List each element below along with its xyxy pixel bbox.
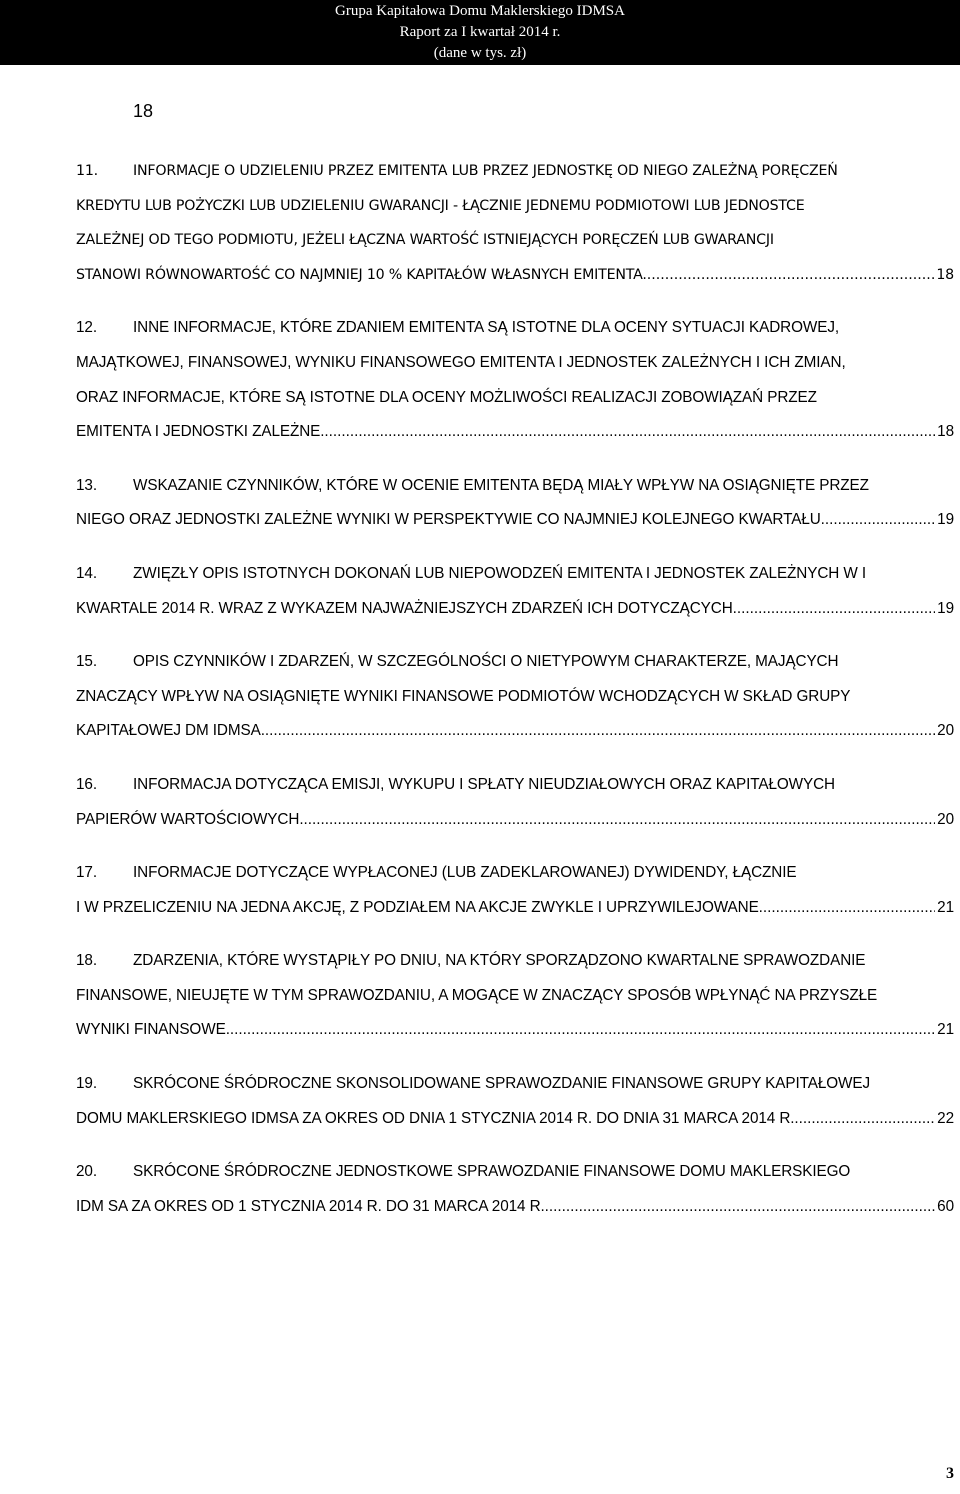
toc-entry-page-number[interactable]: 19 [937,599,954,617]
toc-entry[interactable] [76,856,954,925]
toc-entry-last-line [76,415,954,450]
toc-entry-text-line [76,381,954,416]
toc-entry-title-part: ZWIĘZŁY OPIS ISTOTNYCH DOKONAŃ LUB NIEPOWODZEŃ EMITENTA I JEDNOSTEK ZALEŻNYCH W I [133,564,867,582]
toc-entry-last-line [76,1190,954,1225]
table-of-contents [76,154,954,1243]
toc-entry-last-line [76,803,954,838]
toc-dot-leader [226,1013,935,1048]
toc-entry-text-line [76,979,954,1014]
header-company-name: Grupa Kapitałowa Domu Maklerskiego IDMSA [335,3,625,19]
toc-entry-title-part: DOMU MAKLERSKIEGO IDMSA ZA OKRES OD DNIA 1 STYCZNIA 2014 R. DO DNIA 31 MARCA 2014 R. [76,1109,795,1127]
toc-entry[interactable] [76,557,954,626]
toc-entry-page-number[interactable]: 22 [937,1109,954,1127]
toc-entry-page-number[interactable]: 19 [937,511,954,529]
toc-entry-page-number[interactable]: 18 [936,266,954,283]
toc-dot-leader [299,803,935,838]
header-units-note: (dane w tys. zł) [433,45,527,61]
toc-entry-last-line [76,592,954,627]
toc-entry-last-line [76,891,954,926]
toc-entry-text-line [76,680,954,715]
toc-entry-title-part: INNE INFORMACJE, KTÓRE ZDANIEM EMITENTA SĄ ISTOTNE DLA OCENY SYTUACJI KADROWEJ, [133,319,840,337]
toc-entry-text-line [76,768,954,803]
page-number: 3 [946,1465,954,1482]
toc-entry-number: 14. [76,564,97,582]
toc-dot-leader [763,891,935,926]
toc-entry-title-part: EMITENTA I JEDNOSTKI ZALEŻNE. [76,423,325,441]
toc-entry-page-number[interactable]: 21 [937,1021,954,1039]
toc-entry-title-part: NIEGO ORAZ JEDNOSTKI ZALEŻNE WYNIKI W PERSPEKTYWIE CO NAJMNIEJ KOLEJNEGO KWARTAŁU. [76,511,825,529]
toc-entry-title-part: INFORMACJE O UDZIELENIU PRZEZ EMITENTA LUB PRZEZ JEDNOSTKĘ OD NIEGO ZALEŻNĄ PORĘCZEŃ [133,163,838,179]
toc-entry-last-line [76,1013,954,1048]
toc-entry-title-part: IDM SA ZA OKRES OD 1 STYCZNIA 2014 R. DO 31 MARCA 2014 R. [76,1197,545,1215]
toc-entry-last-line [76,714,954,749]
toc-entry-page-number[interactable]: 21 [937,898,954,916]
toc-entry-title-part: INFORMACJA DOTYCZĄCA EMISJI, WYKUPU I SPŁATY NIEUDZIAŁOWYCH ORAZ KAPITAŁOWYCH [133,775,835,793]
toc-entry-title-part: OPIS CZYNNIKÓW I ZDARZEŃ, W SZCZEGÓLNOŚCI O NIETYPOWYM CHARAKTERZE, MAJĄCYCH [133,653,839,671]
toc-entry-title-part: SKRÓCONE ŚRÓDROCZNE SKONSOLIDOWANE SPRAWOZDANIE FINANSOWE GRUPY KAPITAŁOWEJ [133,1075,871,1093]
toc-entry-title-part: KAPITAŁOWEJ DM IDMSA. [76,722,265,740]
toc-entry-title-part: INFORMACJE DOTYCZĄCE WYPŁACONEJ (LUB ZADEKLAROWANEJ) DYWIDENDY, ŁĄCZNIE [133,864,797,882]
toc-entry[interactable] [76,1067,954,1136]
toc-entry[interactable] [76,645,954,749]
toc-entry-text-line [76,189,954,224]
toc-entry-text-line [76,856,954,891]
toc-entry-title-part: ZDARZENIA, KTÓRE WYSTĄPIŁY PO DNIU, NA KTÓRY SPORZĄDZONO KWARTALNE SPRAWOZDANIE [133,952,866,970]
toc-dot-leader [737,592,935,627]
toc-entry-title-part: WYNIKI FINANSOWE [76,1021,226,1039]
toc-entry-title-part: MAJĄTKOWEJ, FINANSOWEJ, WYNIKU FINANSOWEGO EMITENTA I JEDNOSTEK ZALEŻNYCH I ICH ZMIAN, [76,353,846,371]
toc-entry[interactable] [76,944,954,1048]
toc-entry-number: 16. [76,775,97,793]
toc-entry-text-line [76,645,954,680]
toc-entry-text-line [76,469,954,504]
toc-entry-number: 11. [76,163,98,179]
toc-entry-last-line [76,258,954,293]
toc-entry-title-part: FINANSOWE, NIEUJĘTE W TYM SPRAWOZDANIU, A MOGĄCE W ZNACZĄCY SPOSÓB WPŁYNĄĆ NA PRZYSZŁE [76,986,878,1004]
toc-entry-title-part: KWARTALE 2014 R. WRAZ Z WYKAZEM NAJWAŻNIEJSZYCH ZDARZEŃ ICH DOTYCZĄCYCH. [76,599,737,617]
header-report-title: Raport za I kwartał 2014 r. [399,24,561,40]
toc-dot-leader [545,1190,936,1225]
report-header [0,0,960,65]
toc-entry-text-line [76,1067,954,1102]
toc-entry-page-number[interactable]: 60 [937,1197,954,1215]
toc-dot-leader [794,1102,935,1137]
toc-entry-title-part: ZALEŻNEJ OD TEGO PODMIOTU, JEŻELI ŁĄCZNA WARTOŚĆ ISTNIEJĄCYCH PORĘCZEŃ LUB GWARANCJI [76,232,774,249]
toc-entry-text-line [76,557,954,592]
toc-entry-title-part: WSKAZANIE CZYNNIKÓW, KTÓRE W OCENIE EMITENTA BĘDĄ MIAŁY WPŁYW NA OSIĄGNIĘTE PRZEZ [133,476,869,494]
toc-entry-number: 13. [76,476,97,494]
toc-entry[interactable] [76,311,954,449]
toc-entry-last-line [76,503,954,538]
toc-entry-page-number[interactable]: 20 [937,722,954,740]
toc-entry-number: 17. [76,864,97,882]
toc-entry-text-line [76,223,954,258]
toc-entry-number: 18. [76,952,97,970]
toc-entry-text-line [76,154,954,189]
toc-entry[interactable] [76,154,954,292]
toc-entry-title-part: ORAZ INFORMACJE, KTÓRE SĄ ISTOTNE DLA OCENY MOŻLIWOŚCI REALIZACJI ZOBOWIĄZAŃ PRZEZ [76,388,817,406]
toc-entry-title-part: KREDYTU LUB POŻYCZKI LUB UDZIELENIU GWARANCJI - ŁĄCZNIE JEDNEMU PODMIOTOWI LUB JEDNOSTCE [76,197,805,214]
toc-entry[interactable] [76,768,954,837]
toc-dot-leader [825,503,935,538]
toc-dot-leader [647,258,935,293]
toc-entry-number: 19. [76,1075,97,1093]
toc-entry-text-line [76,944,954,979]
toc-entry-title-part: PAPIERÓW WARTOŚCIOWYCH [76,810,300,828]
toc-entry-text-line [76,311,954,346]
toc-entry-text-line [76,1155,954,1190]
toc-entry-title-part: ZNACZĄCY WPŁYW NA OSIĄGNIĘTE WYNIKI FINANSOWE PODMIOTÓW WCHODZĄCYCH W SKŁAD GRUPY [76,687,851,705]
toc-entry[interactable] [76,1155,954,1224]
toc-entry[interactable] [76,469,954,538]
toc-entry-number: 15. [76,653,97,671]
toc-entry-title-part: SKRÓCONE ŚRÓDROCZNE JEDNOSTKOWE SPRAWOZDANIE FINANSOWE DOMU MAKLERSKIEGO [133,1163,851,1181]
toc-entry-title-part: STANOWI RÓWNOWARTOŚĆ CO NAJMNIEJ 10 % KAPITAŁÓW WŁASNYCH EMITENTA. [76,266,647,283]
toc-entry-number: 12. [76,319,97,337]
toc-page-number-carryover: 18 [133,101,154,121]
toc-entry-page-number[interactable]: 18 [937,423,954,441]
toc-dot-leader [265,714,935,749]
toc-dot-leader [324,415,935,450]
toc-entry-title-part: I W PRZELICZENIU NA JEDNA AKCJĘ, Z PODZIAŁEM NA AKCJE ZWYKLE I UPRZYWILEJOWANE. [76,898,763,916]
toc-entry-last-line [76,1102,954,1137]
toc-entry-number: 20. [76,1163,97,1181]
toc-entry-page-number[interactable]: 20 [937,810,954,828]
toc-entry-text-line [76,346,954,381]
